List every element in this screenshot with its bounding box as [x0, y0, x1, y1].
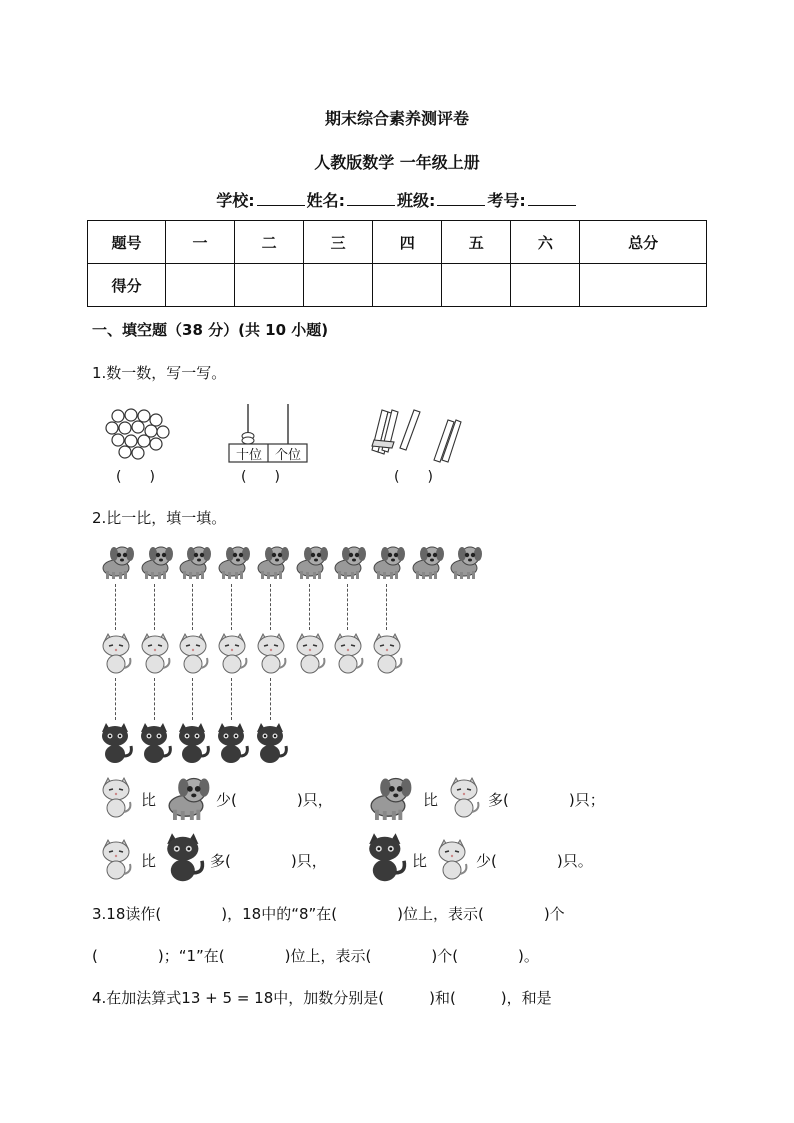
- dog-icon: [290, 542, 330, 582]
- exam-no-blank[interactable]: [528, 191, 576, 206]
- match-line: [386, 584, 387, 630]
- dog-icon: [173, 542, 213, 582]
- cmp2-more-blank[interactable]: 多( )只，: [210, 852, 327, 870]
- class-blank[interactable]: [437, 191, 485, 206]
- name-blank[interactable]: [347, 191, 395, 206]
- dog-icon: [212, 542, 252, 582]
- cmp1-bi2: 比: [423, 791, 439, 809]
- white-cat-icon: [367, 632, 407, 676]
- cmp2-bi: 比: [141, 852, 157, 870]
- row-header-question: 题号: [88, 221, 166, 264]
- score-cell[interactable]: [304, 264, 373, 307]
- score-cell[interactable]: [235, 264, 304, 307]
- dog-icon: [444, 542, 484, 582]
- score-table: [87, 220, 707, 307]
- dog-icon: [328, 542, 368, 582]
- dog-icon: [96, 542, 136, 582]
- dog-icon: [160, 772, 214, 820]
- row-header-score: 得分: [88, 264, 166, 307]
- dog-icon: [251, 542, 291, 582]
- match-line: [231, 678, 232, 720]
- q2-prompt: 2.比一比，填一填。: [92, 509, 227, 527]
- white-cat-icon: [135, 632, 175, 676]
- white-cat-icon: [212, 632, 252, 676]
- page-subtitle: 人教版数学 一年级上册: [314, 153, 480, 172]
- circles-cluster-figure: [100, 408, 172, 460]
- q3-line1: 3.18读作( )，18中的“8”在( )位上，表示( )个: [92, 905, 565, 923]
- student-info-line: [0, 188, 794, 211]
- dog-icon: [367, 542, 407, 582]
- col-header: 六: [511, 221, 580, 264]
- cmp2-bi2: 比: [412, 852, 428, 870]
- black-cat-icon: [173, 722, 213, 766]
- white-cat-icon: [173, 632, 213, 676]
- black-cat-icon: [135, 722, 175, 766]
- q1-answer-3[interactable]: ( ): [394, 469, 433, 485]
- match-line: [270, 678, 271, 720]
- black-cat-icon: [362, 832, 410, 884]
- col-header: 五: [442, 221, 511, 264]
- match-line: [154, 678, 155, 720]
- match-line: [192, 678, 193, 720]
- abacus-tens-label: 十位: [235, 448, 262, 463]
- white-cat-icon: [251, 632, 291, 676]
- cmp1-more-blank[interactable]: 多( )只；: [488, 791, 605, 809]
- score-cell[interactable]: [373, 264, 442, 307]
- sticks-bundle-figure: [366, 402, 462, 464]
- section-heading: 一、填空题（38 分）(共 10 小题): [92, 321, 329, 339]
- school-blank[interactable]: [257, 191, 305, 206]
- black-cat-icon: [251, 722, 291, 766]
- score-cell[interactable]: [511, 264, 580, 307]
- cmp1-bi: 比: [141, 791, 157, 809]
- white-cat-icon: [96, 632, 136, 676]
- match-line: [231, 584, 232, 630]
- exam-no-label: 考号:: [487, 191, 526, 210]
- school-label: 学校:: [216, 191, 255, 210]
- q1-answer-2[interactable]: ( ): [241, 469, 280, 485]
- match-line: [154, 584, 155, 630]
- score-table-score-row: [88, 264, 707, 307]
- page-title: 期末综合素养测评卷: [324, 109, 469, 128]
- dog-icon: [362, 772, 416, 820]
- col-header: 四: [373, 221, 442, 264]
- black-cats-row: [96, 722, 496, 766]
- cmp2-less-blank[interactable]: 少( )只。: [476, 852, 593, 870]
- white-cat-icon: [96, 838, 136, 880]
- class-label: 班级:: [397, 191, 436, 210]
- match-line: [309, 584, 310, 630]
- col-header: 总分: [580, 221, 707, 264]
- q1-prompt: 1.数一数，写一写。: [92, 364, 227, 382]
- match-line: [192, 584, 193, 630]
- col-header: 一: [166, 221, 235, 264]
- score-table-header-row: [88, 221, 707, 264]
- q3-line2: ( )；“1”在( )位上，表示( )个( )。: [92, 947, 539, 965]
- white-cats-row: [96, 632, 496, 676]
- abacus-ones-label: 个位: [274, 448, 301, 463]
- score-cell[interactable]: [442, 264, 511, 307]
- match-line: [347, 584, 348, 630]
- white-cat-icon: [96, 776, 136, 818]
- match-line: [115, 678, 116, 720]
- cmp1-less-blank[interactable]: 少( )只，: [216, 791, 333, 809]
- match-line: [115, 584, 116, 630]
- col-header: 三: [304, 221, 373, 264]
- score-cell[interactable]: [166, 264, 235, 307]
- black-cat-icon: [160, 832, 208, 884]
- white-cat-icon: [432, 838, 472, 880]
- white-cat-icon: [290, 632, 330, 676]
- white-cat-icon: [444, 776, 484, 818]
- col-header: 二: [235, 221, 304, 264]
- match-line: [270, 584, 271, 630]
- name-label: 姓名:: [306, 191, 345, 210]
- dogs-row: [96, 542, 496, 582]
- dog-icon: [135, 542, 175, 582]
- dog-icon: [406, 542, 446, 582]
- black-cat-icon: [96, 722, 136, 766]
- q1-answer-1[interactable]: ( ): [116, 469, 155, 485]
- black-cat-icon: [212, 722, 252, 766]
- q4-line1: 4.在加法算式13 + 5 = 18中，加数分别是( )和( )，和是: [92, 989, 552, 1007]
- white-cat-icon: [328, 632, 368, 676]
- score-cell[interactable]: [580, 264, 707, 307]
